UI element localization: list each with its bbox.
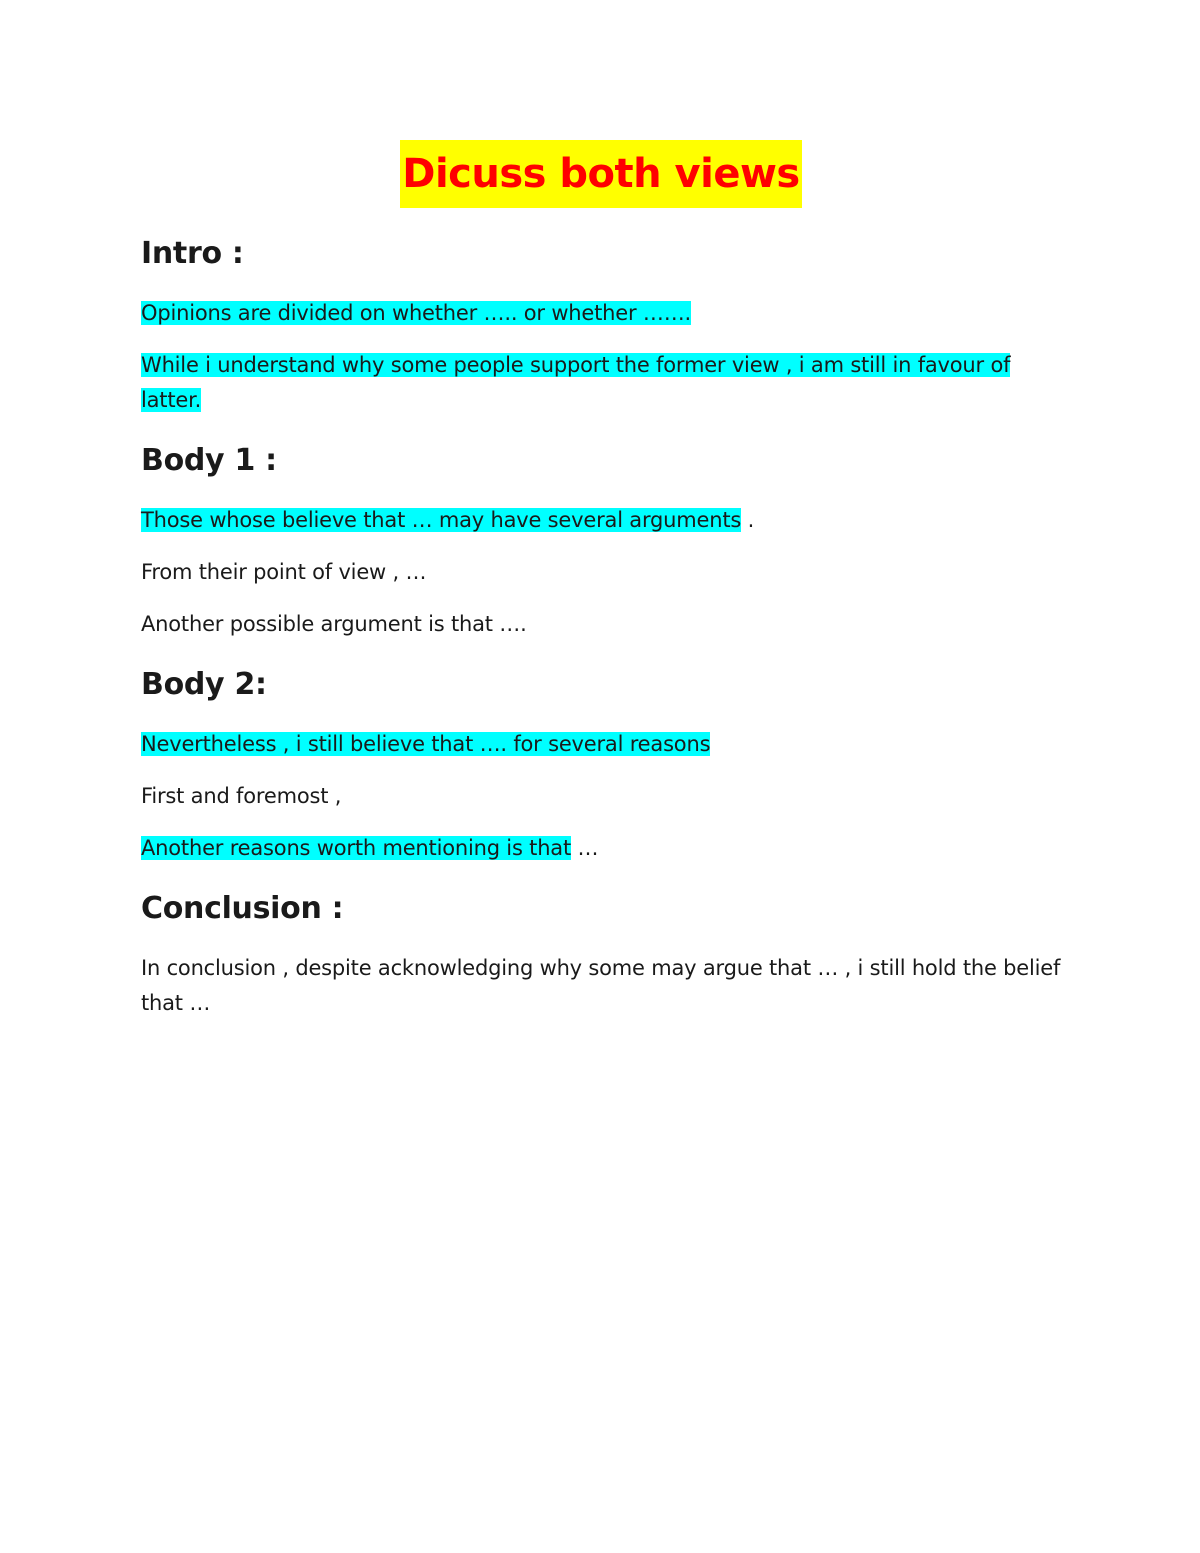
body1-line-1-highlight: Those whose believe that … may have several arguments [141, 508, 742, 532]
body1-line-1 [141, 503, 1061, 538]
heading-intro: Intro : [141, 236, 244, 271]
body2-line-2: First and foremost , [141, 784, 342, 808]
body2-line-3-highlight: Another reasons worth mentioning is that [141, 836, 572, 860]
intro-line-2-highlight: While i understand why some people support the former view , i am still in favour of latter. [141, 353, 1011, 412]
heading-conclusion: Conclusion : [141, 891, 344, 926]
title-container [141, 140, 1061, 210]
document-title: Dicuss both views [400, 140, 801, 208]
intro-line-1-highlight: Opinions are divided on whether ….. or whether ……. [141, 301, 691, 325]
heading-body-1: Body 1 : [141, 443, 277, 478]
document-content [141, 140, 1061, 1021]
conclusion-line-1: In conclusion , despite acknowledging why some may argue that … , i still hold the belief that … [141, 956, 1061, 1015]
body1-line-3: Another possible argument is that …. [141, 612, 527, 636]
heading-body-2: Body 2: [141, 667, 267, 702]
body2-line-3-rest: … [571, 836, 599, 860]
body2-line-1 [141, 727, 1061, 762]
body2-line-3 [141, 831, 1061, 866]
intro-line-2 [141, 348, 1061, 418]
body1-line-1-rest: . [741, 508, 755, 532]
intro-line-1 [141, 296, 1061, 331]
body2-line-1-highlight: Nevertheless , i still believe that …. for several reasons [141, 732, 711, 756]
body1-line-2: From their point of view , … [141, 560, 427, 584]
